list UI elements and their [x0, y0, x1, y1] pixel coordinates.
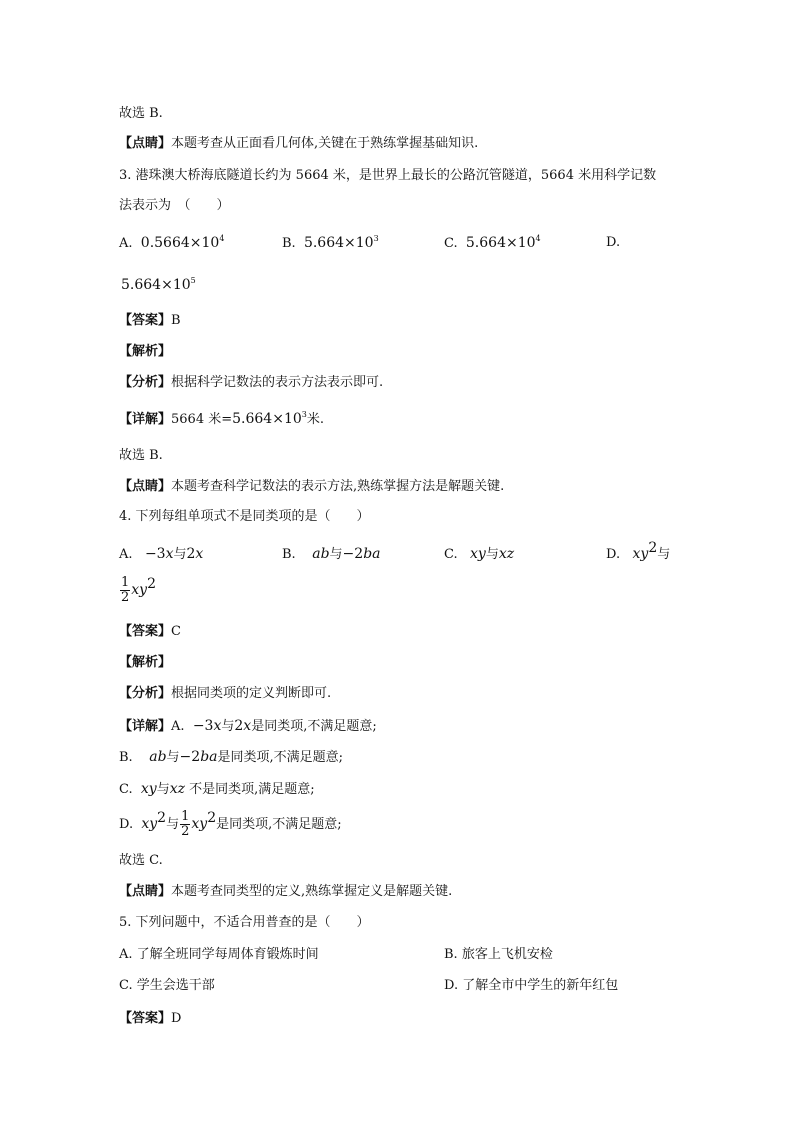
point-text: 本题考查从正面看几何体,关键在于熟练掌握基础知识. [171, 136, 479, 151]
q3-option-a: A. $0.5664\times 10^4$ [119, 234, 225, 251]
q5-option-d: D. 了解全市中学生的新年红包 [444, 978, 619, 993]
q4-option-a: A. −3x与2x [119, 546, 204, 562]
q3-answer: 【答案】B [119, 313, 181, 328]
q5-option-a: A. 了解全班同学每周体育锻炼时间 [119, 947, 319, 962]
q4-option-b: B. ab与−2ba [282, 546, 381, 562]
q3-option-c: C. $5.664\times 10^4$ [444, 234, 541, 251]
q4-xiangjie-c: C. xy与xz 不是同类项,满足题意; [119, 781, 315, 797]
q3-analysis-label: 【解析】 [119, 344, 172, 359]
choose-line: 故选 B. [119, 106, 163, 121]
q3-fenxi: 【分析】根据科学记数法的表示方法表示即可. [119, 375, 384, 390]
q3-xiangjie: 【详解】5664 米$=5.664\times 10^3$米. [119, 410, 324, 427]
point-label: 【点睛】 [119, 136, 172, 151]
point-note [119, 135, 478, 153]
q4-xiangjie-b: B. ab与−2ba是同类项,不满足题意; [119, 749, 344, 765]
q3-option-d-label: D. [606, 235, 621, 250]
question-5: 5. 下列问题中，不适合用普查的是（ ） [119, 915, 370, 930]
q5-option-c: C. 学生会选干部 [119, 978, 215, 993]
question-3-line-2: 法表示为 （ ） [119, 198, 230, 213]
q5-option-b: B. 旅客上飞机安检 [444, 947, 553, 962]
question-3-line-1: 3. 港珠澳大桥海底隧道长约为 5664 米，是世界上最长的公路沉管隧道，5664 米用科学记数 [119, 168, 657, 183]
q5-answer: 【答案】D [119, 1011, 182, 1026]
q4-xiangjie-d: D. $xy^2$与 $\frac{1}{2}$ $xy^2$是同类项,不满足题意; [119, 809, 342, 839]
q4-option-c: C. xy与xz [444, 546, 515, 562]
q3-option-d-value: $5.664\times 10^5$ [121, 276, 196, 293]
q3-choose: 故选 B. [119, 448, 163, 463]
fraction-half: $\frac{1}{2}$ [121, 575, 130, 605]
q4-fenxi: 【分析】根据同类项的定义判断即可. [119, 686, 332, 701]
q4-option-d: D. $xy^2$与 [606, 540, 671, 562]
q4-xiangjie-a: 【详解】A. −3x与2x是同类项,不满足题意; [119, 718, 377, 734]
q4-analysis-label: 【解析】 [119, 655, 172, 670]
question-4: 4. 下列每组单项式不是同类项的是（ ） [119, 509, 370, 524]
q4-choose: 故选 C. [119, 853, 163, 868]
q3-point: 【点睛】本题考查科学记数法的表示方法,熟练掌握方法是解题关键. [119, 479, 505, 494]
q4-point: 【点睛】本题考查同类型的定义,熟练掌握定义是解题关键. [119, 884, 453, 899]
fraction-half: $\frac{1}{2}$ [181, 809, 190, 839]
q3-option-b: B. $5.664\times 10^3$ [282, 234, 379, 251]
q4-option-d-cont: $\frac{1}{2}$ $xy^2$ [121, 575, 157, 605]
q4-answer: 【答案】C [119, 624, 181, 639]
